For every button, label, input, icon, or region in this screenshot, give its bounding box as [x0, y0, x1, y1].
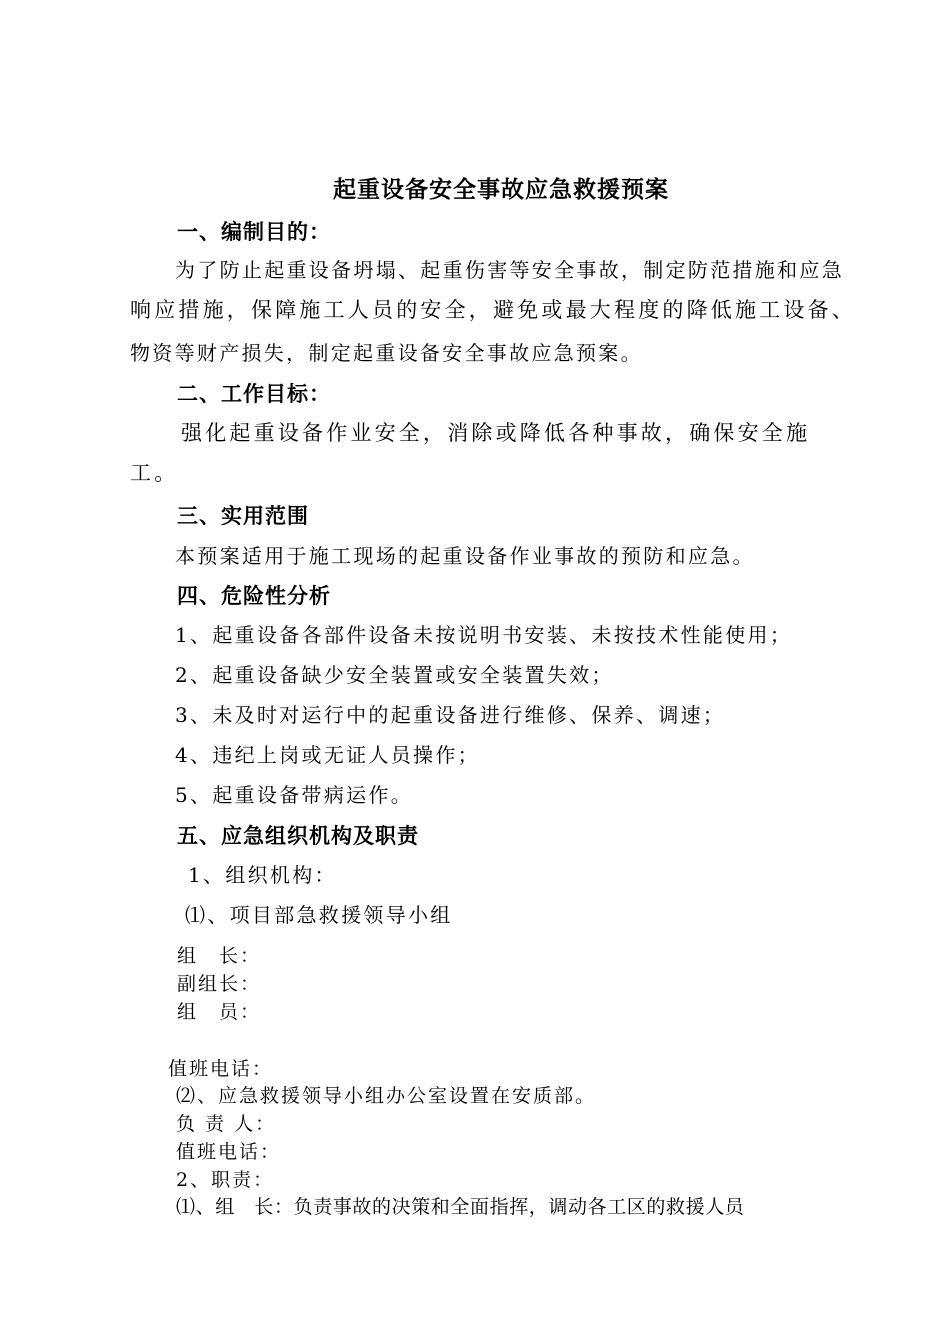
office-line: ⑵、应急救援领导小组办公室设置在安质部。 — [176, 1085, 597, 1107]
duty-leader-line: ⑴、组 长：负责事故的决策和全面指挥，调动各工区的救援人员 — [176, 1196, 745, 1218]
list-item: 1、起重设备各部件设备未按说明书安装、未按技术性能使用； — [175, 623, 793, 647]
section-heading-risk: 四、危险性分析 — [177, 583, 331, 608]
duty-phone-label-2: 值班电话： — [176, 1141, 282, 1163]
section-heading-scope: 三、实用范围 — [177, 503, 309, 528]
list-item: 3、未及时对运行中的起重设备进行维修、保养、调速； — [175, 703, 726, 727]
responsible-label: 负 责 人： — [176, 1113, 277, 1135]
paragraph-line: 强化起重设备作业安全，消除或降低各种事故，确保安全施 — [181, 421, 811, 445]
section-heading-organization: 五、应急组织机构及职责 — [177, 823, 419, 848]
org-label: 1、组织机构： — [188, 863, 337, 887]
list-item: 2、起重设备缺少安全装置或安全装置失效； — [175, 663, 614, 687]
paragraph-line: 响应措施，保障施工人员的安全，避免或最大程度的降低施工设备、 — [130, 298, 856, 322]
paragraph-line: 本预案适用于施工现场的起重设备作业事故的预防和应急。 — [175, 544, 755, 568]
paragraph-line: 物资等财产损失，制定起重设备安全事故应急预案。 — [130, 341, 643, 365]
paragraph-line: 工。 — [130, 461, 179, 485]
section-heading-purpose: 一、编制目的： — [177, 219, 331, 244]
list-item: 4、违纪上岗或无证人员操作； — [175, 743, 480, 767]
member-label: 组 员： — [177, 1001, 262, 1023]
list-item: 5、起重设备带病运作。 — [175, 783, 414, 807]
duties-label: 2、职责： — [176, 1169, 275, 1191]
document-title: 起重设备安全事故应急救援预案 — [333, 176, 669, 203]
leader-label: 组 长： — [177, 945, 262, 967]
duty-phone-label: 值班电话： — [168, 1058, 274, 1080]
deputy-label: 副组长： — [177, 973, 262, 995]
paragraph-line: 为了防止起重设备坍塌、起重伤害等安全事故，制定防范措施和应急 — [175, 258, 844, 282]
group-title: ⑴、项目部急救援领导小组 — [185, 903, 453, 927]
section-heading-goal: 二、工作目标： — [177, 381, 331, 406]
